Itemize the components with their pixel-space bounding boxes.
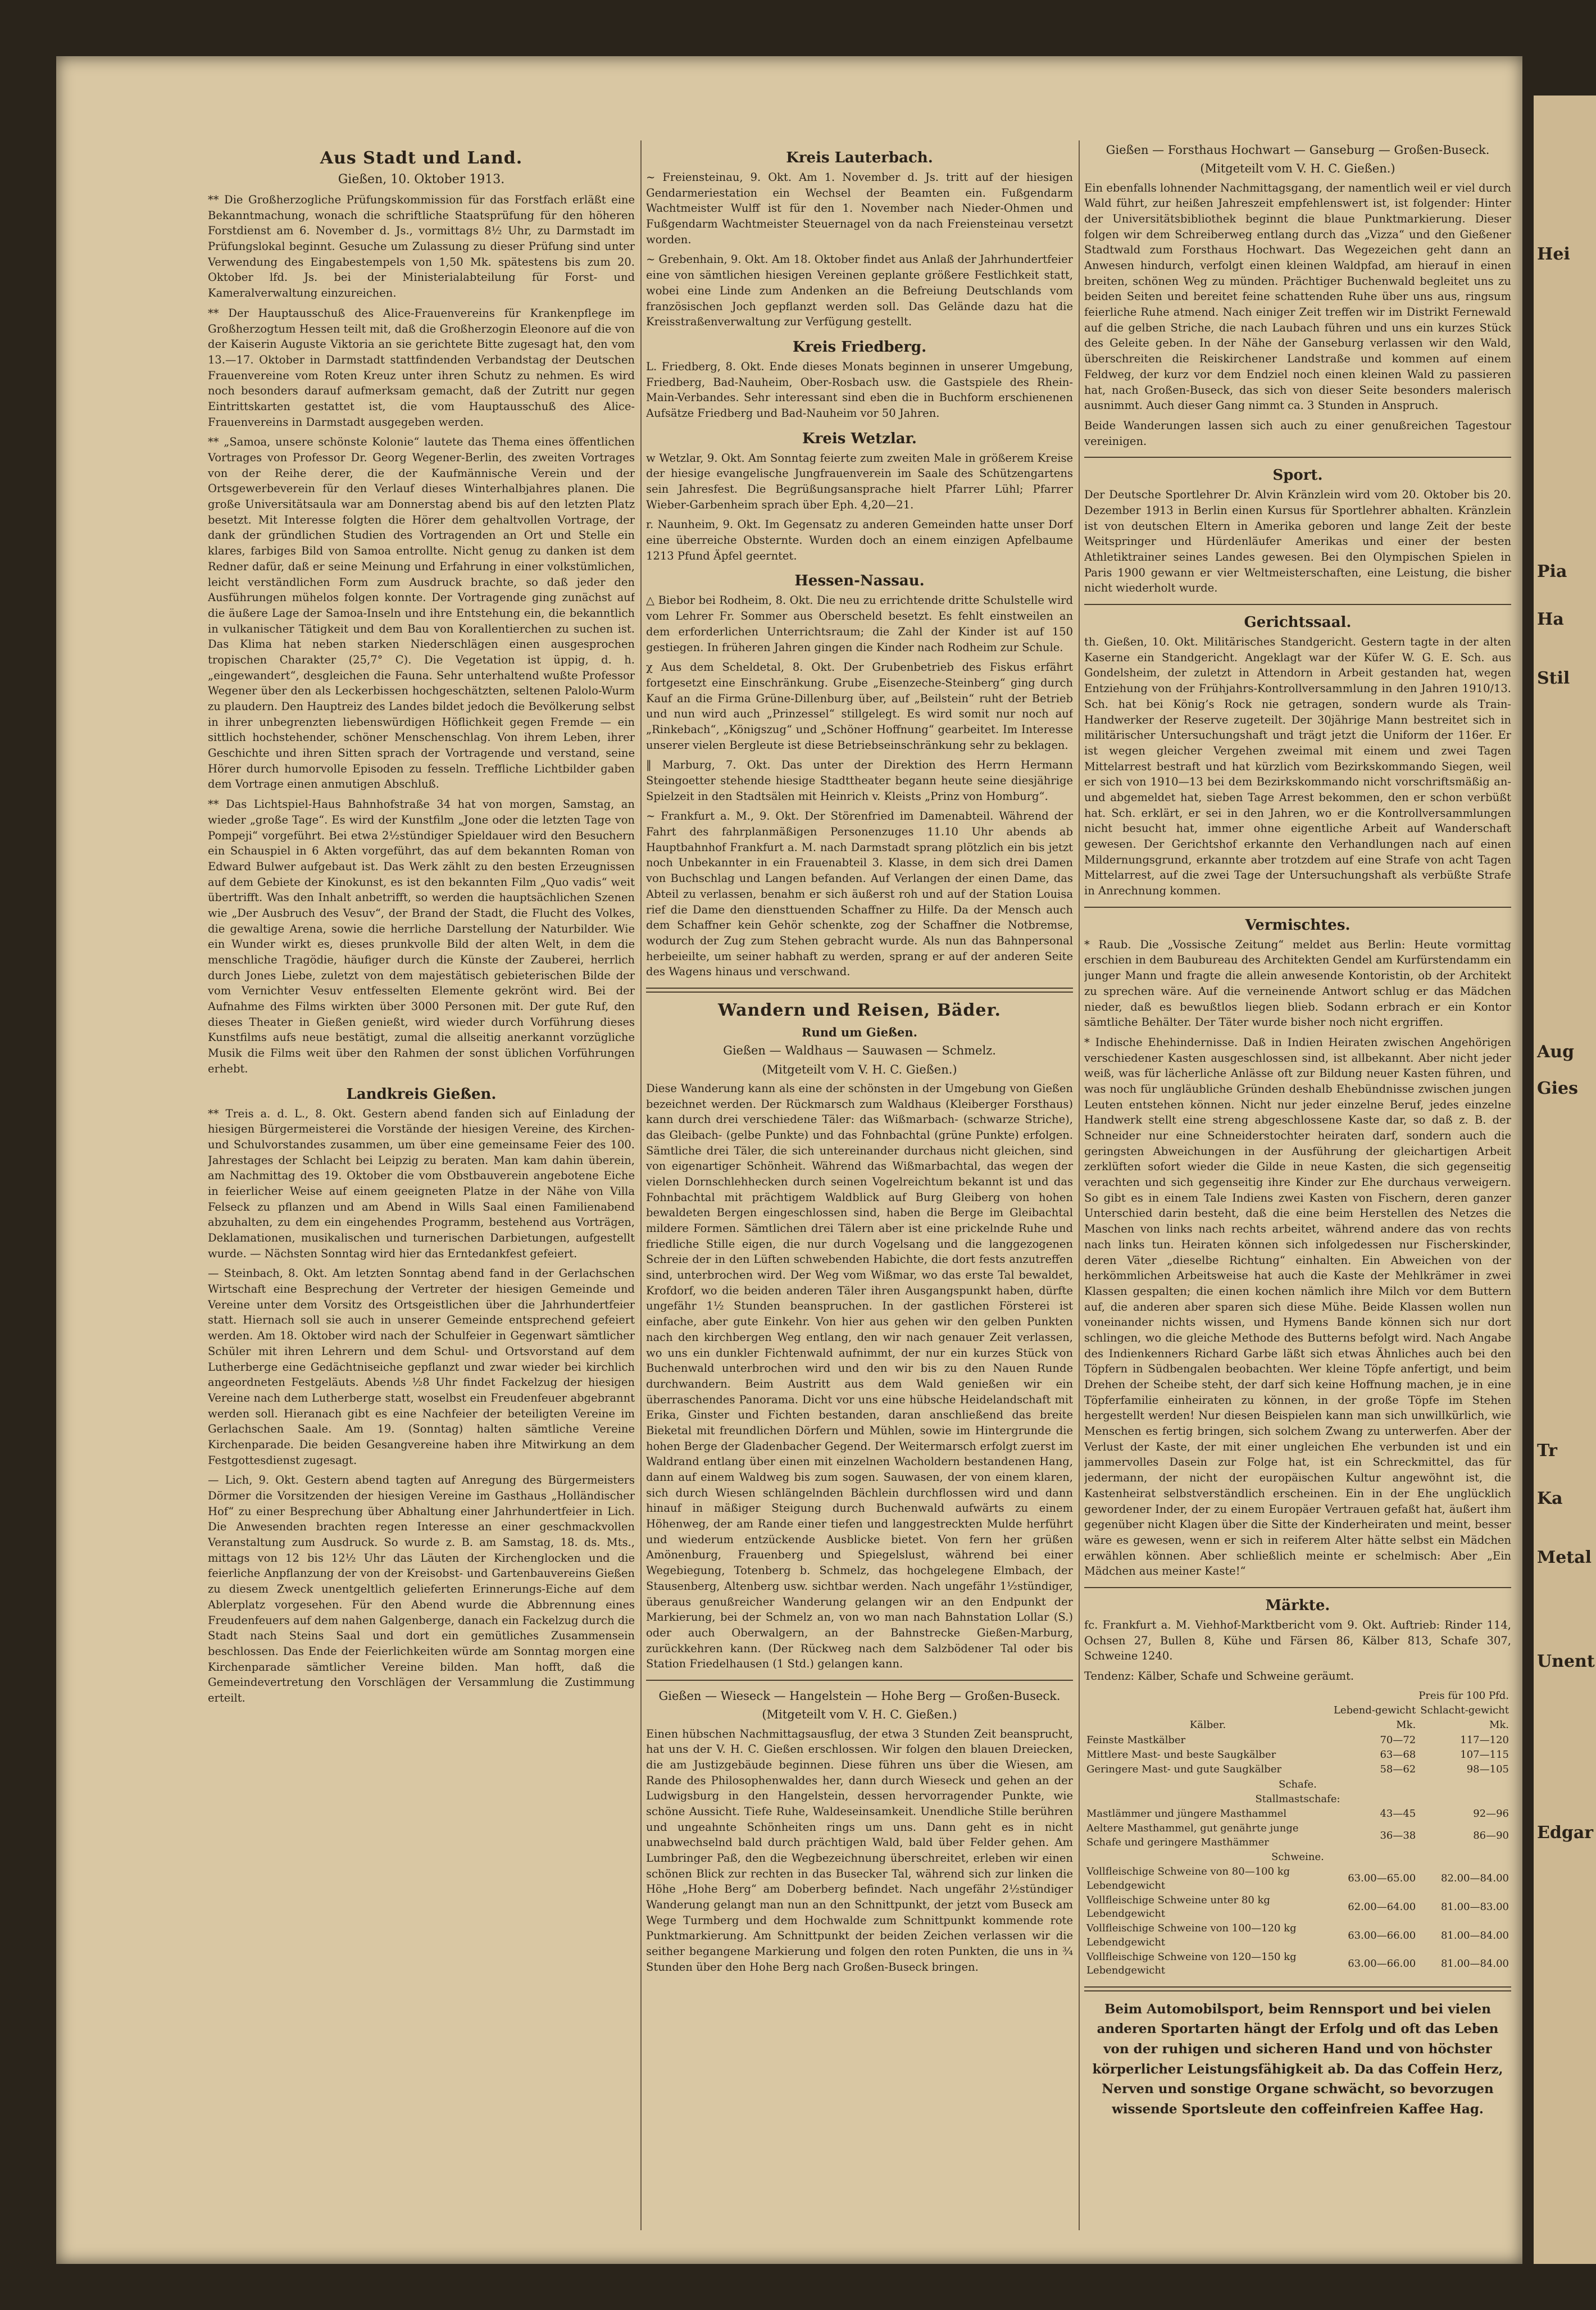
article-paragraph: Diese Wanderung kann als eine der schönsten in der Umgebung von Gießen bezeichnet werden. Der Rückmarsch zum Waldhaus (Kleiberger Forsthaus) kann durch drei verschiedene Täler: das Wißmarbach- (schwarze Striche), das Gleibach- (gelbe Punkte) und das Fohnbachtal (grüne Punkte) erfolgen. Sämtliche drei Täler, die sich untereinander durchaus nicht gleichen, sind von eigenartiger Schönheit. Während das Wißmarbachtal, das wegen der vielen Dornschlehhecken durch seinen Vogelreichtum bekannt ist und das Fohnbachtal mit prächtigem Waldblick auf Burg Gleiberg von hohen bewaldeten Bergen eingeschlossen sind, haben die Berge im Gleibachtal mildere Formen. Sämtlichen drei Tälern aber ist eine prickelnde Ruhe und friedliche Stille eigen, die nur durch Vogelsang und die langgezogenen Schreie der in den Lüften schwebenden Habichte, die dort fests anzutreffen sind, unterbrochen wird. Der Weg vom Wißmar, wo das erste Tal bewaldet, Krofdorf, wo die beiden anderen Täler ihren Ausgangspunkt haben, dürfte ungefähr 1½ Stunden beanspruchen. In der gastlichen Försterei ist einfache, aber gute Einkehr. Von hier aus gehen wir den gelben Punkten nach den kirchbergen Weg entlang, den wir nach genauer Zeit verlassen, wo uns ein dunkler Fichtenwald aufnimmt, der nur ein kurzes Stück von Buchenwald unterbrochen wird und den wir bis zu den Nauen Runde durchwandern. Beim Austritt aus dem Wald genießen wir ein überraschendes Panorama. Dicht vor uns eine hübsche Heidelandschaft mit Erika, Ginster und Fichten bestanden, daran anschließend das breite Bieketal mit freundlichen Dörfern und Mühlen, sowie im Hintergrunde die hohen Berge der Gladenbacher Gegend. Der Weitermarsch erfolgt zuerst im Waldrand entlang über einen mit einzelnen Wacholdern bestandenen Hang, dann auf einem Waldweg bis zum sogen. Sauwasen, der von einem klaren, sich durch Wiesen schlängelnden Bächlein durchflossen wird und dann hinauf in mäßiger Steigung durch Buchenwald aufwärts zu einem Höhenweg, der am Rande einer tiefen und langgestreckten Mulde herführt und wiederum entzückende Ausblicke bietet. Von fern her grüßen Amönenburg, Frauenberg und Spiegelslust, während bei einer Wegebiegung, Totenberg b. Schmelz, das hochgelegene Elmbach, der Stausenberg, Altenberg usw. sichtbar werden. Nach ungefähr 1½stündiger, überaus genußreicher Wanderung gelangen wir an den Endpunkt der Markierung, bei der Schmelz an, von wo man nach Bahnstation Lollar (S.) oder auch Oberwalgern, an der Bahnstrecke Gießen-Marburg, zurückkehren kann. (Der Rückweg nach dem Salzbödener Tal oder bis Station Friedelhausen (1 Std.) gelangen kann. (646, 1081, 1073, 1671)
price-row-label: Mittlere Mast- und beste Saugkälber (1086, 1748, 1276, 1761)
strip-fragment: Hei (1537, 244, 1570, 264)
price-row-label: Vollfleischige Schweine von 80—100 kg Lebendgewicht (1086, 1866, 1290, 1891)
strip-fragment: Ka (1537, 1489, 1563, 1508)
adjacent-page-strip (1534, 96, 1596, 2264)
strip-fragment: Edgar (1537, 1823, 1594, 1843)
newspaper-page (56, 56, 1522, 2264)
group-label: Kälber. (1189, 1719, 1226, 1731)
section-divider (646, 988, 1073, 993)
article-paragraph: ** Treis a. d. L., 8. Okt. Gestern abend fanden sich auf Einladung der hiesigen Bürgermeisterei die Vorstände der hiesigen Vereine, des Kirchen- und Schulvorstandes zusammen, um über eine gemeinsame Feier des 100. Jahrestages der Schlacht bei Leipzig zu beraten. Man kam dahin überein, am Nachmittag des 19. Oktober die vom Obstbauverein angebotene Eiche in feierlicher Weise auf einem geeigneten Platze in der Nähe von Villa Felseck zu pflanzen und am Abend in Wills Saal einen Familienabend abzuhalten, zu dem ein eingehendes Programm, bestehend aus Vorträgen, Deklamationen, musikalischen und turnerischen Darbietungen, aufgestellt wurde. — Nächsten Sonntag wird hier das Erntedankfest gefeiert. (208, 1107, 635, 1260)
group-label: Schafe. (1279, 1778, 1317, 1790)
article-paragraph: * Indische Ehehindernisse. Daß in Indien Heiraten zwischen Angehörigen verschiedener Kasten ausgeschlossen sind, ist allbekannt. Aber nicht jeder weiß, was für lächerliche Anlässe oft zur Bildung neuer Kasten führen, und was noch für ungläubliche Gründen deshalb Ehebündnisse zwischen jungen Leuten entstehen können. Nicht nur jeder einzelne Beruf, jedes einzelne Handwerk stellt eine streng abgeschlossene Kaste dar, so daß z. B. der Schneider nur eine Schneiderstochter heiraten darf, sondern auch die geringsten Abweichungen in der Ausführung der gleichartigen Arbeit zerklüften sofort wieder die Gilde in neue Kasten, die sich gegenseitig verachten und sich gegenseitig ihre Kinder zur Ehe durchaus verweigern. So gibt es in einem Tale Indiens zwei Kasten von Fischern, deren ganzer Unterschied darin besteht, daß die eine beim Herstellen des Netzes die Maschen von links nach rechts arbeitet, während andere das von rechts nach links tun. Heiraten können sich infolgedessen nur Fischerskinder, deren Väter „dieselbe Richtung“ einhalten. Ein Abweichen von der herkömmlichen Arbeitsweise hat auch die Kaste der Mehlkrämer in zwei Klassen gespalten; die einen kochen nämlich ihre Milch vor dem Buttern auf, die anderen aber sparen sich diese Mühe. Beide Klassen wollen nun voneinander nichts wissen, und Hymens Bande können sich nur dort schlingen, wo die gleiche Methode des Butterns befolgt wird. Nach Angabe des Indienkenners Richard Garbe läßt sich etwas Ähnliches auch bei den Töpfern in Südbengalen beobachten. Wer kleine Töpfe anfertigt, und beim Drehen der Scheibe steht, der darf sich keine Hoffnung machen, je in eine Töpferfamilie einheiraten zu können, in der große Töpfe im Stehen hergestellt werden! Nur diesen Beispielen kann man sich unwillkürlich, wie Menschen es fertig bringen, sich solchem Zwang zu unterwerfen. Aber der Verlust der Kaste, der mit einer ungleichen Ehe verbunden ist und ein jammervolles Dasein zur Folge hat, ist ein Schreckmittel, das für jedermann, der nicht der europäischen Kultur angewöhnt ist, die Kastenheirat selbstverständlich erscheinen. Ein in der Ehe unglücklich gewordener Inder, der zu einem Europäer Vertrauen gefaßt hat, äußert ihm gegenüber nicht Klagen über die Sitte der Kinderheiraten und meint, besser wäre es gewesen, wenn er sich in reiferem Alter hätte selbst ein Mädchen erwählen können. Aber schließlich meinte er schelmisch: Aber „Ein Mädchen aus meiner Kaste!“ (1084, 1035, 1511, 1578)
price-lebend: 62.00—64.00 (1348, 1901, 1416, 1913)
article-paragraph: r. Naunheim, 9. Okt. Im Gegensatz zu anderen Gemeinden hatte unser Dorf eine überreiche Obsternte. Wurden doch an einem einzigen Apfelbaume 1213 Pfund Äpfel geerntet. (646, 518, 1073, 562)
price-lebend: 43—45 (1380, 1808, 1416, 1820)
route-source: (Mitgeteilt vom V. H. C. Gießen.) (762, 1062, 957, 1076)
route-title: Gießen — Forsthaus Hochwart — Ganseburg — Großen-Buseck. (1106, 143, 1490, 157)
article-paragraph: ~ Frankfurt a. M., 9. Okt. Der Störenfried im Damenabteil. Während der Fahrt des fahrplanmäßigen Personenzuges 11.10 Uhr abends ab Hauptbahnhof Frankfurt a. M. nach Darmstadt sprang plötzlich ein bis jetzt noch Unbekannter in ein Frauenabteil 3. Klasse, in dem sich drei Damen von Buchschlag und Langen befanden. Auf Verlangen der einen Dame, das Abteil zu verlassen, benahm er sich äußerst roh und auf der Station Louisa rief die Dame den diensttuenden Schaffner zu Hilfe. Da der Mensch auch dem Schaffner kein Gehör schenkte, zog der Schaffner die Notbremse, wodurch der Zug zum Stehen gebracht wurde. Als nun das Bahnpersonal herbeieilte, um seiner habhaft zu werden, sprang er auf der anderen Seite des Wagens hinaus und verschwand. (646, 810, 1073, 979)
article-paragraph: ** „Samoa, unsere schönste Kolonie“ lautete das Thema eines öffentlichen Vortrages von Professor Dr. Georg Wegener-Berlin, des zweiten Vortrages von der Reihe derer, die der Kaufmännische Verein und der Ortsgewerbeverein für den Verlauf dieses Winterhalbjahres planen. Die große Universitätsaula war am Donnerstag abend bis auf den letzten Platz besetzt. Mit Interesse folgten die Hörer dem gehaltvollen Vortrage, der dank der gründlichen Studien des Vortragenden an Ort und Stelle ein klares, farbiges Bild von Samoa entrollte. Nicht genug zu danken ist dem Redner dafür, daß er seine Meinung und Erfahrung in einer volkstümlichen, leicht verständlichen Form zum Ausdruck brachte, so daß jeder den Ausführungen mühelos folgen konnte. Der Vortragende ging zunächst auf die äußere Lage der Samoa-Inseln und ihre Entstehung ein, die bekanntlich in vulkanischer Tätigkeit und dem Bau von Korallentierchen zu suchen ist. Das Klima hat neben starken Niederschlägen einen ausgesprochen tropischen Charakter (25,7° C). Die Vegetation ist üppig, d. h. „eingewandert“, desgleichen die Fauna. Sehr unterhaltend wußte Professor Wegener über den als Leckerbissen hochgeschätzten, seltenen Palolo-Wurm zu plaudern. Den Hauptreiz des Landes bildet jedoch die Bevölkerung selbst in ihrer unbegrenzten liebenswürdigen Höflichkeit gegen Fremde — ein sittlich hochstehender, schöner Menschenschlag. Von ihrem Leben, ihrer Geschichte und ihren Sitten sprach der Vortragende und verstand, seine Hörer durch humorvolle Episoden zu fesseln. Treffliche Lichtbilder gaben dem Vortrage einen anmutigen Abschluß. (208, 435, 635, 791)
article-paragraph: Einen hübschen Nachmittagsausflug, der etwa 3 Stunden Zeit beansprucht, hat uns der V. H. C. Gießen erschlossen. Wir folgen den blauen Dreiecken, die am Justizgebäude beginnen. Diese führen uns über die Wiesen, am Rande des Philosophenwaldes her, dann durch Wieseck und gehen an der Ludwigsburg in den Hangelstein, dessen hervorragender Punkte, wie schöne Aussicht. Tiefe Ruhe, Waldeseinsamkeit. Unendliche Stille berühren und ungeahnte Schönheiten rings um uns. Dann geht es in nicht unabwechselnd bald durch prächtigen Wald, bald über Felder gehen. Am Lumbringer Paß, den die Wegbezeichnung überschreitet, erleben wir einen schönen Blick zur rechten in das Busecker Tal, während sich zur linken die Höhe „Hohe Berg“ am Doberberg befindet. Nach ungefähr 2½stündiger Wanderung gelangt man nun an den Schnittpunkt, der jetzt vom Buseck am Wege Turmberg und dem Hochwalde zum Schnittpunkt kommende rote Punktmarkierung. Am Schnittpunkt der beiden Zeichen verlassen wir die seither begangene Markierung und folgen den roten Punkten, die uns in ¾ Stunden über den Hohe Berg nach Großen-Buseck bringen. (646, 1727, 1073, 1973)
column-2 (646, 140, 1073, 2241)
market-tendency: Tendenz: Kälber, Schafe und Schweine geräumt. (1084, 1670, 1354, 1683)
subsection-title: Sport. (1272, 467, 1323, 484)
price-row-label: Vollfleischige Schweine von 120—150 kg Lebendgewicht (1086, 1951, 1297, 1977)
price-table-spacer (1084, 1703, 1331, 1718)
group-label: Schweine. (1271, 1850, 1324, 1863)
price-row (1084, 1748, 1511, 1762)
divider (1084, 1587, 1511, 1588)
article-paragraph: ~ Grebenhain, 9. Okt. Am 18. Oktober findet aus Anlaß der Jahrhundertfeier eine von sämtlichen hiesigen Vereinen geplante größere Festlichkeit statt, wobei eine Linde zum Andenken an die Befreiung Deutschlands vom französischen Joch gepflanzt werden soll. Das Gelände dazu hat die Kreisstraßenverwaltung zur Verfügung gestellt. (646, 253, 1073, 329)
route-source: (Mitgeteilt vom V. H. C. Gießen.) (762, 1708, 957, 1722)
price-schlacht: 92—96 (1473, 1808, 1509, 1820)
price-lebend: 70—72 (1380, 1734, 1416, 1746)
price-row-label: Mastlämmer und jüngere Masthammel (1086, 1808, 1287, 1820)
price-lebend: 63—68 (1380, 1748, 1416, 1761)
rows-schweine (1084, 1865, 1511, 1978)
price-schlacht: 81.00—83.00 (1440, 1901, 1509, 1913)
column-1 (208, 140, 635, 2241)
market-intro: fc. Frankfurt a. M. Viehhof-Marktbericht vom 9. Okt. Auftrieb: Rinder 114, Ochsen 27, Bullen 8, Kühe und Färsen 86, Kälber 813, Schafe 307, Schweine 1240. (1084, 1618, 1511, 1663)
strip-fragment: Metal (1537, 1548, 1592, 1567)
article-paragraph: ** Das Lichtspiel-Haus Bahnhofstraße 34 hat von morgen, Samstag, an wieder „große Tage“. Es wird der Kunstfilm „Jone oder die letzten Tage von Pompeji“ vorgeführt. Bei etwa 2½stündiger Spieldauer wird den Besuchern ein Schauspiel in 6 Akten vorgeführt, das auf dem bekannten Roman von Edward Bulwer aufgebaut ist. Das Werk zählt zu den besten Erzeugnissen auf dem Gebiete der Kinokunst, es ist den bekannten Film „Quo vadis“ weit übertrifft. Was den Inhalt anbetrifft, so werden die hauptsächlichen Szenen wie „Der Ausbruch des Vesuv“, der Brand der Stadt, die Flucht des Volkes, die gewaltige Arena, sowie die herrliche Darstellung der Naturbilder. Wie ein Wunder wirkt es, dieses prunkvolle Bild der alten Welt, in dem die menschliche Tragödie, häufiger durch die Künste der Zauberei, herrlich durch Jones Liebe, zuletzt von dem majestätisch gebieterischen Bilde der vom Vernichter Vesuv entfesselten Elemente gekrönt wird. Bei der Aufnahme des Films wirkten über 3000 Personen mit. Der gute Ruf, den dieses Theater in Gießen genießt, wird wieder durch Vorführung dieses Kunstfilms aufs neue bestätigt, zumal die allseitig anerkannt vorzügliche Musik die Films weit über den Rahmen der sonst üblichen Vorführungen erhebt. (208, 798, 635, 1075)
strip-fragment: Aug (1537, 1042, 1575, 1062)
price-row-label: Geringere Mast- und gute Saugkälber (1086, 1763, 1282, 1776)
strip-fragment: Ha (1537, 610, 1564, 629)
price-row (1084, 1762, 1511, 1777)
advertisement: Beim Automobilsport, beim Rennsport und bei vielen anderen Sportarten hängt der Erfolg und oft das Leben von der ruhigen und sicheren Hand und von höchster körperlicher Leistungsfähigkeit ab. Da das Coffein Herz, Nerven und sonstige Organe schwächt, so bevorzugen wissende Sportsleute den coffeinfreien Kaffee Hag. (1092, 2001, 1503, 2117)
price-schlacht: 107—115 (1460, 1748, 1509, 1761)
price-row (1084, 1733, 1511, 1748)
price-row (1084, 1821, 1511, 1850)
price-row (1084, 1865, 1511, 1893)
price-row (1084, 1807, 1511, 1821)
route-title: Gießen — Waldhaus — Sauwasen — Schmelz. (723, 1044, 996, 1058)
price-lebend: 63.00—66.00 (1348, 1958, 1416, 1970)
subsection-title: Hessen-Nassau. (794, 572, 925, 590)
section-title: Wandern und Reisen, Bäder. (718, 1000, 1001, 1020)
dateline: Gießen, 10. Oktober 1913. (338, 172, 505, 187)
section-title: Aus Stadt und Land. (320, 148, 523, 168)
subgroup-label: Stallmastschafe: (1255, 1793, 1340, 1805)
rows-schafe (1084, 1807, 1511, 1850)
price-unit: Mk. (1489, 1719, 1509, 1731)
strip-fragment: Unent (1537, 1652, 1595, 1671)
article-paragraph: — Lich, 9. Okt. Gestern abend tagten auf Anregung des Bürgermeisters Dörmer die Vorsitzenden der hiesigen Vereine im Gasthaus „Holländischer Hof“ zu einer Besprechung über Abhaltung einer Jahrhundertfeier in Lich. Die Anwesenden brachten regen Interesse an einer geschmackvollen Veranstaltung zum Ausdruck. So wurde z. B. am Samstag, 18. ds. Mts., mittags von 12 bis 12½ Uhr das Läuten der Kirchenglocken und die feierliche Anpflanzung der von der Kreisobst- und Gartenbauvereins Gießen zu diesem Zweck unentgeltlich gelieferten Erinnerungs-Eiche auf dem Ablerplatz vorgesehen. Für den Abend wurde die Abbrennung eines Freudenfeuers auf dem nahen Galgenberge, danach ein Fackelzug durch die Stadt nach Steins Saal und dort ein gemütliches Zusammensein beschlossen. Das Ende der Feierlichkeiten würde am Sonntag morgen eine Kirchenparade sämtlicher Vereine bilden. Man hofft, daß die Gemeindevertretung den Vorschlägen der Versammlung die Zustimmung erteilt. (208, 1474, 635, 1704)
article-paragraph: ~ Freiensteinau, 9. Okt. Am 1. November d. Js. tritt auf der hiesigen Gendarmeriestation ein Wechsel der Beamten ein. Fußgendarm Wachtmeister Wulff ist für den 1. November nach Nieder-Ohmen und Fußgendarm Wachtmeister Steuernagel von da nach Freiensteinau versetzt worden. (646, 171, 1073, 246)
article-paragraph: Ein ebenfalls lohnender Nachmittagsgang, der namentlich weil er viel durch Wald führt, zur heißen Jahreszeit empfehlenswert ist, ist folgender: Hinter der Universitätsbibliothek beginnt die blaue Punktmarkierung. Dieser folgen wir dem Schreiberweg entlang durch das „Vizza“ und den Gießener Stadtwald zum Forsthaus Hochwart. Das Wegezeichen geht dann an Anwesen hindurch, verfolgt einen kleinen Waldpfad, am hierauf in einen breiten, schönen Weg zu münden. Prächtiger Buchenwald begleitet uns zu beiden Seiten und bereitet feine schattenden Ruhe über uns aus, ringsum feierliche Ruhe atmend. Nach einiger Zeit treffen wir im Distrikt Fernewald auf die gelben Striche, die nach Laubach führen und uns ein kurzes Stück des Geleite geben. In der Nähe der Ganseburg verlassen wir den Wald, überschreiten die Reiskirchener Landstraße und kommen auf einem Feldweg, der kurz vor dem Endziel noch einen kleinen Wald zu passieren hat, nach Großen-Buseck, das sich von dieser Seite besonders malerisch ausnimmt. Auch dieser Gang nimmt ca. 3 Stunden in Anspruch. (1084, 181, 1511, 412)
strip-fragment: Tr (1537, 1441, 1557, 1461)
divider (646, 1680, 1073, 1681)
divider (1084, 457, 1511, 458)
price-unit: Mk. (1396, 1719, 1416, 1731)
section-divider (1084, 1986, 1511, 1991)
price-row-label: Vollfleischige Schweine von 100—120 kg Lebendgewicht (1086, 1922, 1297, 1948)
article-paragraph: χ Aus dem Scheldetal, 8. Okt. Der Grubenbetrieb des Fiskus erfährt fortgesetzt eine Einschränkung. Grube „Eisenzeche-Steinberg“ ging durch Kauf an die Firma Grüne-Dillenburg über, auf „Beilstein“ ruht der Betrieb und nun wird auch „Prinzessel“ stillgelegt. Es wird somit nur noch auf „Rinkebach“, „Königszug“ und „Schöner Hoffnung“ gearbeitet. Im Interesse unserer vielen Bergleute ist diese Betriebseinschränkung sehr zu beklagen. (646, 661, 1073, 752)
strip-fragment: Stil (1537, 669, 1570, 688)
price-lebend: 36—38 (1380, 1829, 1416, 1841)
article-paragraph: w Wetzlar, 9. Okt. Am Sonntag feierte zum zweiten Male in größerem Kreise der hiesige evangelische Jungfrauenverein im Saale des Schützengartens sein Jahresfest. Die Begrüßungsansprache hielt Pfarrer Lühl; Pfarrer Wieber-Garbenheim sprach über Eph. 4,20—21. (646, 451, 1073, 511)
column-rule (640, 140, 642, 2230)
price-schlacht: 98—105 (1466, 1763, 1509, 1776)
price-row (1084, 1921, 1511, 1950)
price-row-label: Feinste Mastkälber (1086, 1734, 1186, 1746)
article-paragraph: Der Deutsche Sportlehrer Dr. Alvin Kränzlein wird vom 20. Oktober bis 20. Dezember 1913 in Berlin einen Kursus für Sportlehrer abhalten. Kränzlein ist von deutschen Eltern in Amerika geboren und lange Zeit der beste Weitspringer und Hürdenläufer Amerikas und einer der besten Athletiktrainer seines Landes gewesen. Bei den Olympischen Spielen in Paris 1900 gewann er vier Weltmeisterschaften, eine Leistung, die bisher nicht wiederholt wurde. (1084, 488, 1511, 595)
article-paragraph: L. Friedberg, 8. Okt. Ende dieses Monats beginnen in unserer Umgebung, Friedberg, Bad-Nauheim, Ober-Rosbach usw. die Gastspiele des Rhein-Main-Verbandes. Sehr interessant sind eben die in Buchform erschienenen Aufsätze Friedberg und Bad-Nauheim vor 50 Jahren. (646, 360, 1073, 420)
price-lebend: 63.00—66.00 (1348, 1929, 1416, 1941)
article-paragraph: △ Biebor bei Rodheim, 8. Okt. Die neu zu errichtende dritte Schulstelle wird vom Lehrer Fr. Sommer aus Oberscheld besetzt. Es fehlt einstweilen an dem erforderlichen Unterrichtsraum; die Zahl der Kinder ist auf 150 gestiegen. In früheren Jahren gingen die Kinder nach Rodheim zur Schule. (646, 594, 1073, 654)
price-lebend: 63.00—65.00 (1348, 1872, 1416, 1885)
column-rule (1079, 140, 1080, 2230)
article-paragraph: ** Der Hauptausschuß des Alice-Frauenvereins für Krankenpflege im Großherzogtum Hessen teilt mit, daß die Großherzogin Eleonore auf die von der Kaiserin Auguste Viktoria an sie gerichtete Bitte zugesagt hat, den vom 13.—17. Oktober in Darmstadt stattfindenden Verbandstag der Deutschen Frauenvereine vom Roten Kreuz unter ihren Schutz zu nehmen. Es wird noch besonders darauf aufmerksam gemacht, daß der Zutritt nur gegen Eintrittskarten gestattet ist, die vom Hauptausschuß des Alice-Frauenvereins in Darmstadt ausgegeben werden. (208, 306, 635, 429)
subsection-title: Vermischtes. (1245, 916, 1351, 934)
article-paragraph: th. Gießen, 10. Okt. Militärisches Standgericht. Gestern tagte in der alten Kaserne ein Standgericht. Angeklagt war der Küfer W. G. E. Sch. aus Gondelsheim, der zuletzt in Attendorn in Arbeit gestanden hat, wegen Entziehung von der Frühjahrs-Kontrollversammlung in den Jahren 1910/13. Sch. hat bei König’s Rock nie getragen, sondern wurde als Train-Handwerker der Reserve zugeteilt. Der 30jährige Mann bestreitet sich in militärischer Untersuchungshaft und trägt jetzt die Uniform der 116er. Er ist wegen gleicher Vergehen zweimal mit einem und zwei Tagen Mittelarrest bestraft und hat kürzlich vom Bezirkskommando Siegen, weil er sich von 1910—13 bei dem Bezirkskommando nicht vorschriftsmäßig an- und abgemeldet hat, sieben Tage Arrest bekommen, den er schon verbüßt hat. Sch. erklärt, er sei in den Jahren, wo er die Kontrollversammlungen nicht besucht hat, immer ohne eigentliche Arbeit auf Wanderschaft gewesen. Der Gerichtshof erkannte den Verhandlungen nach auf einen Mildernungsgrund, erkannte aber trotzdem auf eine Strafe von acht Tagen Mittelarrest, auf die zwei Tage der Untersuchungshaft als verbüßte Strafe in Anrechnung kommen. (1084, 635, 1511, 898)
column-3 (1084, 140, 1511, 2241)
price-lebend: 58—62 (1380, 1763, 1416, 1776)
route-source: (Mitgeteilt vom V. H. C. Gießen.) (1200, 162, 1395, 176)
subsection-title: Märkte. (1265, 1597, 1330, 1614)
section-subtitle: Rund um Gießen. (802, 1025, 917, 1039)
rows-kaelber (1084, 1733, 1511, 1777)
strip-fragment: Gies (1537, 1079, 1578, 1098)
subsection-title: Landkreis Gießen. (346, 1085, 497, 1103)
price-row (1084, 1950, 1511, 1979)
price-schlacht: 81.00—84.00 (1440, 1958, 1509, 1970)
price-row (1084, 1893, 1511, 1922)
price-schlacht: 86—90 (1473, 1829, 1509, 1841)
price-col-schlacht: Schlacht-gewicht (1420, 1704, 1509, 1717)
price-schlacht: 82.00—84.00 (1440, 1872, 1509, 1885)
strip-fragment: Pia (1537, 562, 1567, 581)
subsection-title: Kreis Lauterbach. (786, 149, 933, 166)
price-row-label: Vollfleischige Schweine unter 80 kg Lebendgewicht (1086, 1894, 1270, 1920)
article-paragraph: ** Die Großherzogliche Prüfungskommission für das Forstfach erläßt eine Bekanntmachung, wonach die schriftliche Staatsprüfung für den höheren Forstdienst am 6. November d. Js., vormittags 8½ Uhr, zu Darmstadt im Prüfungslokal beginnt. Gesuche um Zulassung zu dieser Prüfung sind unter Verwendung des Eingabestempels von 1,50 Mk. spätestens bis zum 20. Oktober lfd. Js. bei der Ministerialabteilung für Forst- und Kameralverwaltung einzureichen. (208, 193, 635, 300)
divider (1084, 604, 1511, 605)
price-table-spacer (1084, 1689, 1331, 1703)
price-table (1084, 1689, 1511, 1979)
subsection-title: Gerichtssaal. (1244, 614, 1352, 631)
price-header: Preis für 100 Pfd. (1418, 1689, 1509, 1702)
article-paragraph: * Raub. Die „Vossische Zeitung“ meldet aus Berlin: Heute vormittag erschien in dem Baubureau des Architekten Gendel am Kurfürstendamm ein junger Mann und fragte die allein anwesende Kontoristin, ob der Architekt zu sprechen wäre. Auf die verneinende Antwort schlug er das Mädchen nieder, daß es bewußtlos liegen blieb. Sodann erbrach er ein Kontor sämtliche Behälter. Der Täter wurde bisher noch nicht ergriffen. (1084, 938, 1511, 1029)
article-paragraph: — Steinbach, 8. Okt. Am letzten Sonntag abend fand in der Gerlachschen Wirtschaft eine Besprechung der Vertreter der hiesigen Gemeinde und Vereine unter dem Vorsitz des Ortsgeistlichen über die Jahrhundertfeier statt. Hiernach soll sie auch in unserer Gemeinde entsprechend gefeiert werden. Am 18. Oktober wird nach der Schulfeier in Gegenwart sämtlicher Schüler mit ihren Lehrern und dem Schul- und Ortsvorstand auf dem Lutherberge eine Gedächtniseiche gepflanzt und zwar wieder bei kirchlich angeordneten Festgeläuts. Abends ½8 Uhr findet Fackelzug der hiesigen Vereine nach dem Lutherberge statt, woselbst ein Freudenfeuer abgebrannt werden soll. Hieranach gibt es eine Nachfeier der beteiligten Vereine im Gerlachschen Saale. Am 19. (Sonntag) halten sämtliche Vereine Kirchenparade. Die beiden Gesangvereine haben ihre Mitwirkung an dem Festgottesdienst zugesagt. (208, 1267, 635, 1467)
divider (1084, 907, 1511, 908)
route-title: Gießen — Wieseck — Hangelstein — Hohe Berg — Großen-Buseck. (658, 1689, 1061, 1703)
article-paragraph: ‖ Marburg, 7. Okt. Das unter der Direktion des Herrn Hermann Steingoetter stehende hiesige Stadttheater begann heute seine diesjährige Spielzeit in den Stadtsälen mit Heinrich v. Kleists „Prinz von Homburg“. (646, 758, 1073, 803)
price-col-lebend: Lebend-gewicht (1334, 1704, 1416, 1717)
price-schlacht: 81.00—84.00 (1440, 1929, 1509, 1941)
price-schlacht: 117—120 (1460, 1734, 1509, 1746)
price-row-label: Aeltere Masthammel, gut genährte junge Schafe und geringere Masthämmer (1086, 1822, 1299, 1848)
subsection-title: Kreis Friedberg. (792, 338, 927, 356)
subsection-title: Kreis Wetzlar. (802, 430, 917, 447)
article-paragraph: Beide Wanderungen lassen sich auch zu einer genußreichen Tagestour vereinigen. (1084, 419, 1511, 448)
